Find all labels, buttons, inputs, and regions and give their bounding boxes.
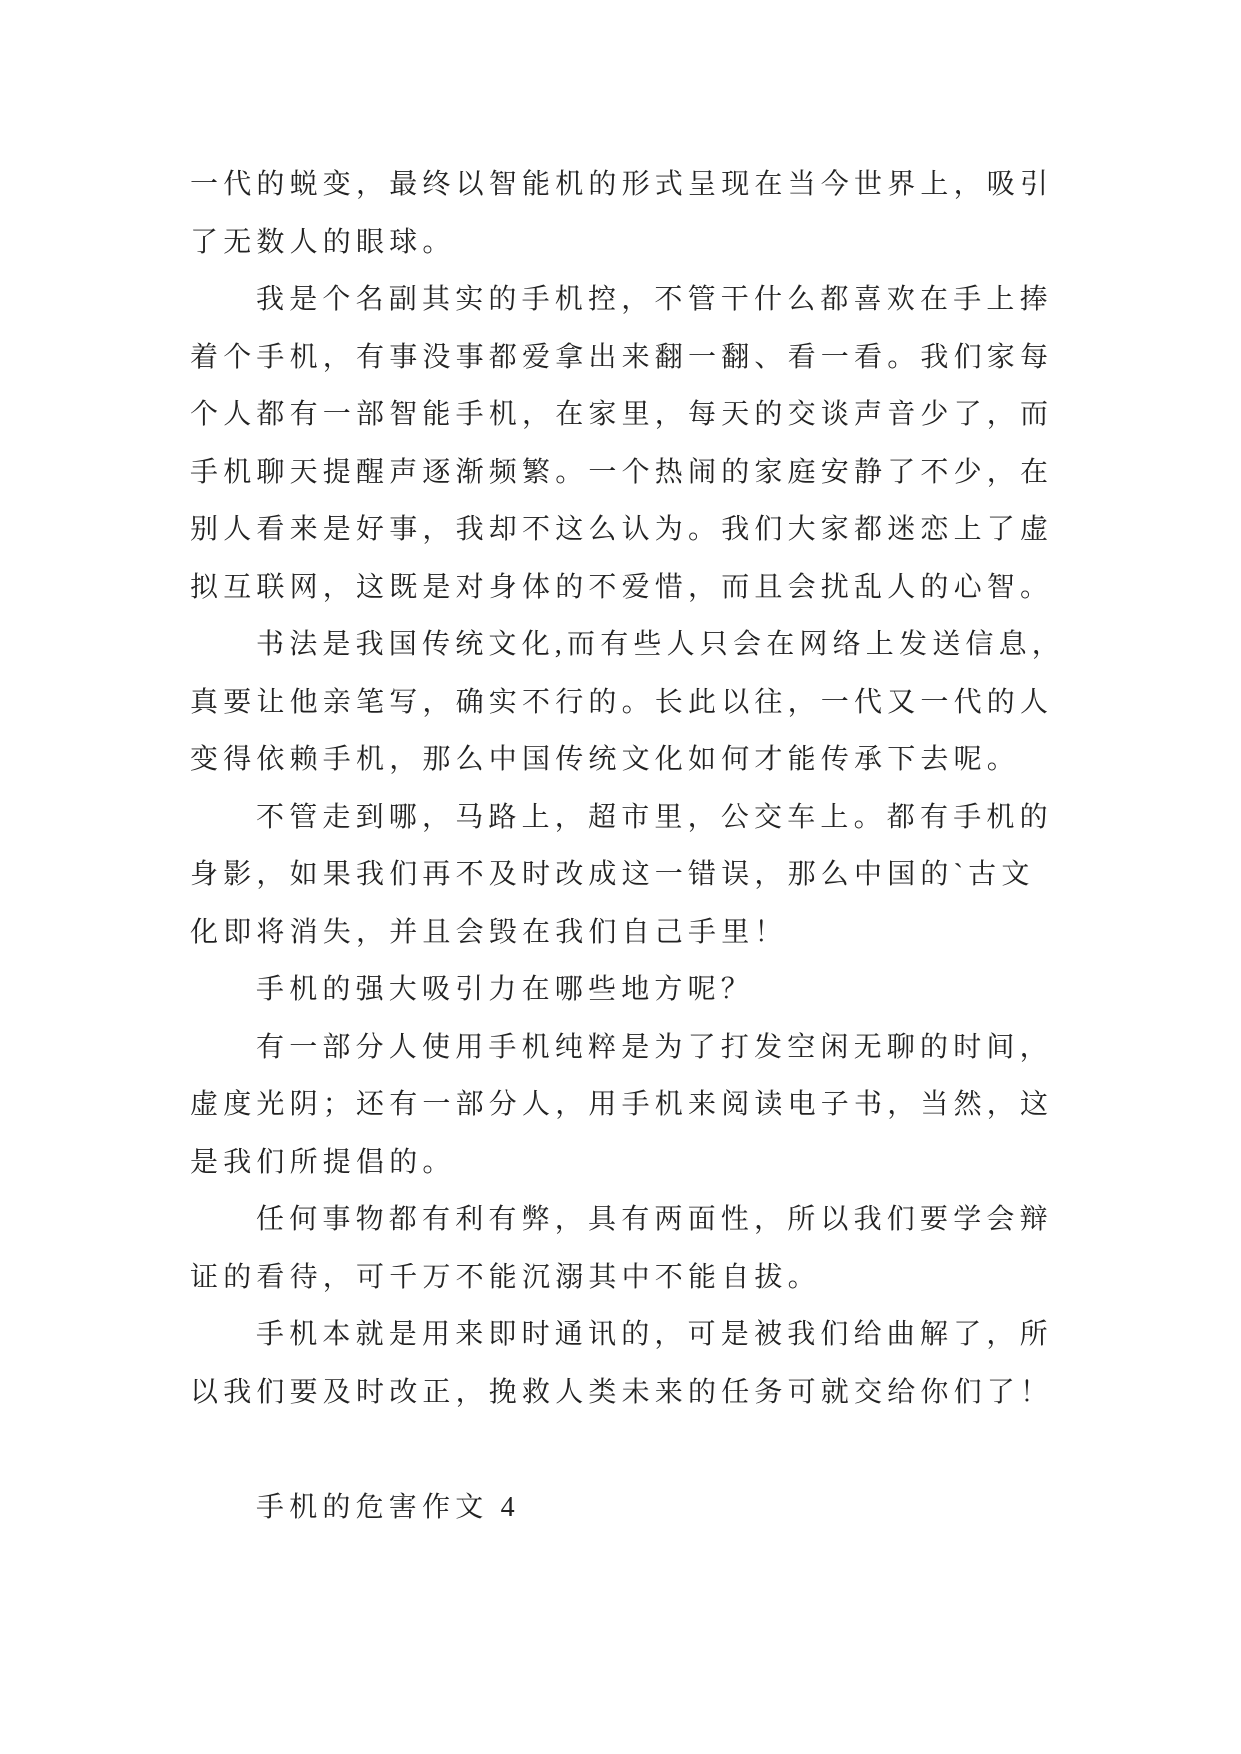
paragraph-line: 我是个名副其实的手机控，不管干什么都喜欢在手上捧 [256,284,1053,315]
paragraph [190,1191,1090,1306]
paragraph [190,1019,1090,1192]
paragraph-line: 手机聊天提醒声逐渐频繁。一个热闹的家庭安静了不少，在 [190,456,1054,488]
section-heading: 手机的危害作文 4 [256,1491,520,1523]
paragraph-line: 别人看来是好事，我却不这么认为。我们大家都迷恋上了虚 [190,514,1054,545]
paragraph-line: 身影，如果我们再不及时改成这一错误，那么中国的`古文 [190,859,1035,890]
paragraph-line: 了无数人的眼球。 [190,226,456,258]
paragraph-line: 书法是我国传统文化,而有些人只会在网络上发送信息， [256,629,1066,660]
blank-line [190,1421,1090,1479]
paragraph-line: 以我们要及时改正，挽救人类未来的任务可就交给你们了！ [190,1376,1054,1408]
paragraph-line: 个人都有一部智能手机，在家里，每天的交谈声音少了，而 [190,399,1054,430]
paragraph-line: 是我们所提倡的。 [190,1146,456,1178]
paragraph-line: 虚度光阴；还有一部分人，用手机来阅读电子书，当然，这 [190,1089,1054,1120]
paragraph [190,271,1090,616]
paragraph-line: 一代的蜕变，最终以智能机的形式呈现在当今世界上，吸引 [190,169,1054,200]
paragraph-line: 拟互联网，这既是对身体的不爱惜，而且会扰乱人的心智。 [190,571,1054,603]
paragraph-line: 手机的强大吸引力在哪些地方呢？ [256,974,755,1005]
paragraph [190,961,1090,1019]
paragraph-line: 变得依赖手机，那么中国传统文化如何才能传承下去呢。 [190,744,1021,775]
paragraph-line: 真要让他亲笔写，确实不行的。长此以往，一代又一代的人 [190,686,1054,718]
paragraph-line: 着个手机，有事没事都爱拿出来翻一翻、看一看。我们家每 [190,341,1054,373]
paragraph-line: 化即将消失，并且会毁在我们自己手里！ [190,916,788,948]
paragraph-line: 不管走到哪，马路上，超市里，公交车上。都有手机的 [256,801,1053,833]
paragraph [190,1306,1090,1421]
paragraph [190,789,1090,962]
paragraph [190,616,1090,789]
paragraph-line: 手机本就是用来即时通讯的，可是被我们给曲解了，所 [256,1319,1053,1350]
paragraph-line: 有一部分人使用手机纯粹是为了打发空闲无聊的时间， [256,1031,1053,1063]
paragraph [190,156,1090,271]
paragraph-line: 任何事物都有利有弊，具有两面性，所以我们要学会辩 [256,1204,1053,1235]
paragraph-line: 证的看待，可千万不能沉溺其中不能自拔。 [190,1261,821,1293]
document-body [190,156,1090,1536]
